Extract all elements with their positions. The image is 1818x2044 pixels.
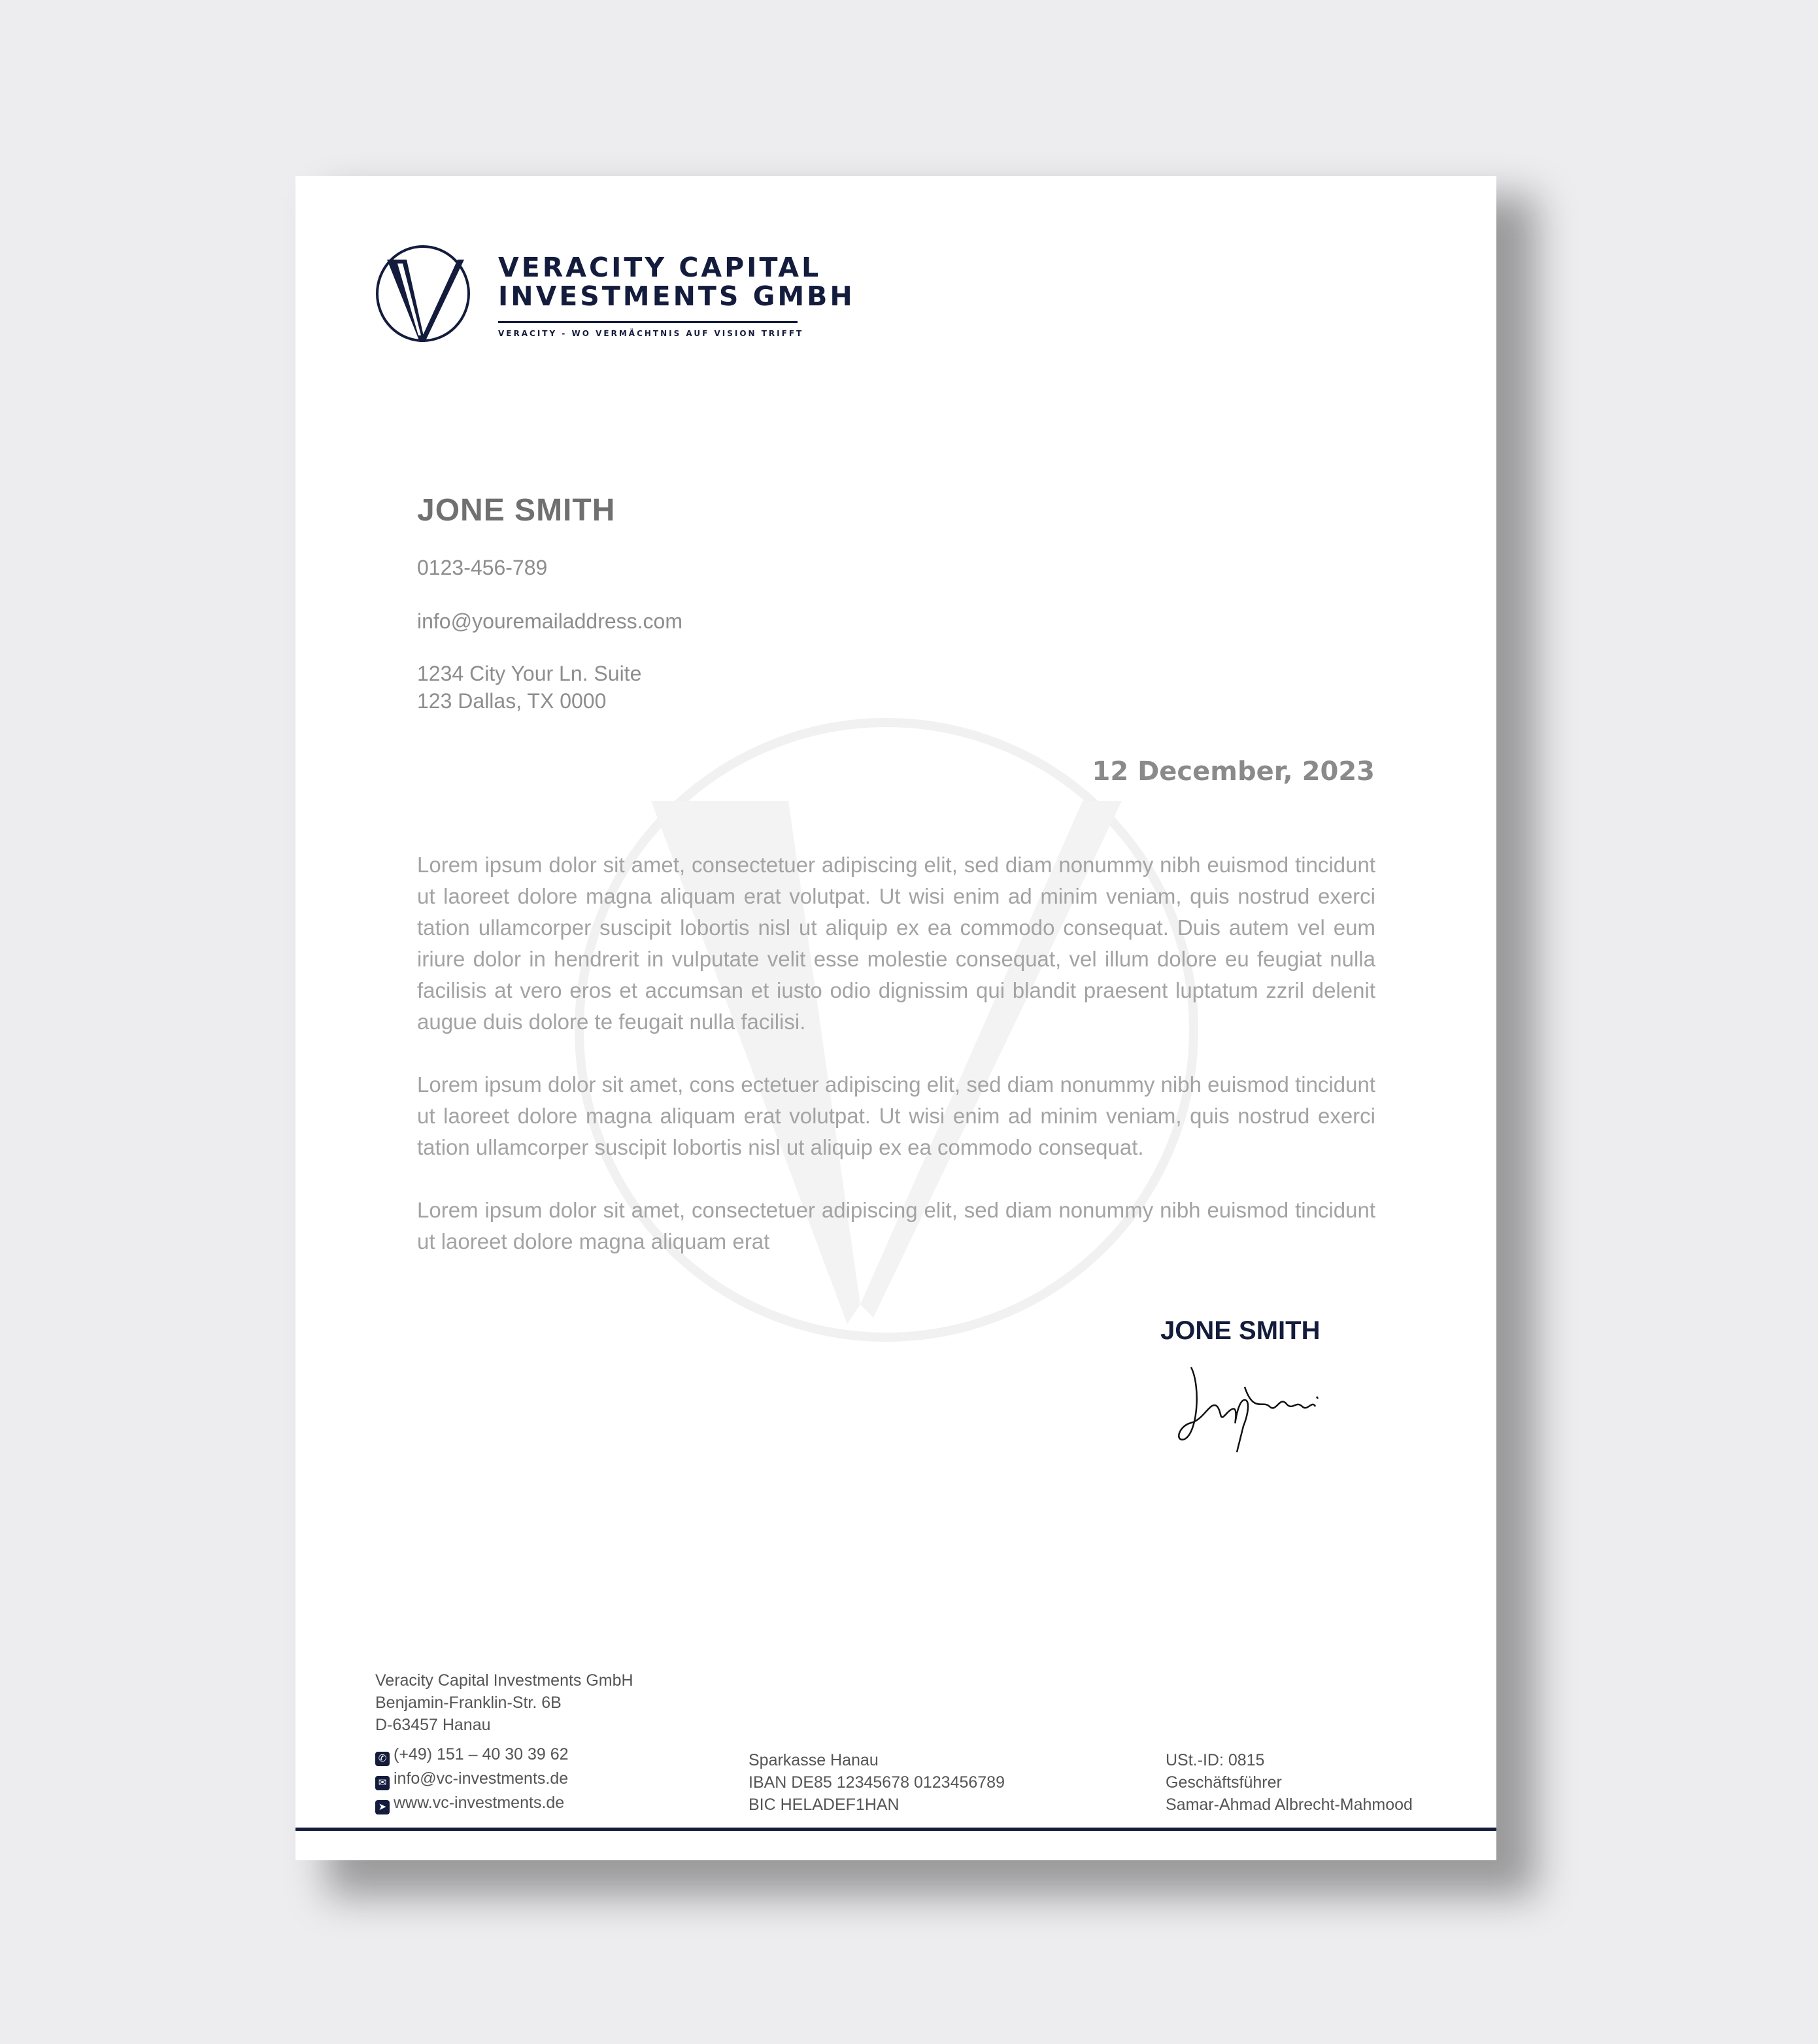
sender-address [417,660,641,715]
company-name [498,253,855,311]
footer-iban: IBAN DE85 12345678 0123456789 [749,1773,1005,1792]
letterhead-page [295,176,1496,1860]
letter-date: 12 December, 2023 [1092,757,1375,787]
footer-director: Samar-Ahmad Albrecht-Mahmood [1166,1796,1413,1814]
phone-icon: ✆ [375,1752,390,1766]
logo-v-circle-icon [374,244,472,349]
address-line1: 1234 City Your Ln. Suite [417,662,642,685]
mail-icon: ✉ [375,1776,390,1790]
body-paragraph: Lorem ipsum dolor sit amet, consectetuer adipiscing elit, sed diam nonummy nibh euismod tincidunt ut laoreet dolore magna aliquam erat volutpat. Ut wisi enim ad minim veniam, quis nostrud exerci tation ullamcorper suscipit lobortis nisl ut aliquip ex ea commodo consequat. Duis autem vel eum iriure dolor in hendrerit in vulputate velit esse molestie consequat, vel illum dolore eu feugiat nulla facilisis at vero eros et accumsan et iusto odio dignissim qui blandit praesent luptatum zzril delenit augue duis dolore te feugait nulla facilisi. [417,853,1375,1034]
footer-vat-id: USt.-ID: 0815 [1166,1751,1265,1769]
tagline: VERACITY - WO VERMÄCHTNIS AUF VISION TRIFFT [498,329,804,338]
footer-phone: (+49) 151 – 40 30 39 62 [394,1745,569,1763]
footer-bank [749,1749,1005,1816]
sender-email: info@youremailaddress.com [417,609,682,633]
footer-city: D-63457 Hanau [375,1716,491,1734]
signatory-name: JONE SMITH [1160,1316,1321,1345]
handwritten-signature [1171,1361,1328,1459]
sender-phone: 0123-456-789 [417,556,548,579]
body-paragraph: Lorem ipsum dolor sit amet, consectetuer adipiscing elit, sed diam nonummy nibh euismod tincidunt ut laoreet dolore magna aliquam erat [417,1198,1375,1253]
footer-bic: BIC HELADEF1HAN [749,1796,900,1814]
company-name-line2: INVESTMENTS GMBH [498,281,855,312]
body-paragraph: Lorem ipsum dolor sit amet, cons ectetuer adipiscing elit, sed diam nonummy nibh euismod tincidunt ut laoreet dolore magna aliquam erat volutpat. Ut wisi enim ad minim veniam, quis nostrud exerci tation ullamcorper suscipit lobortis nisl ut aliquip ex ea commodo consequat. [417,1072,1375,1159]
footer-legal [1166,1749,1413,1816]
footer-director-label: Geschäftsführer [1166,1773,1282,1792]
footer-divider [295,1828,1496,1831]
footer-address [375,1669,633,1736]
footer-street: Benjamin-Franklin-Str. 6B [375,1694,562,1712]
footer-email[interactable]: info@vc-investments.de [394,1769,569,1788]
logo-divider [498,321,798,323]
footer-website[interactable]: www.vc-investments.de [394,1794,565,1812]
cursor-icon: ➤ [375,1800,390,1814]
footer-contacts [375,1743,569,1815]
company-name-line1: VERACITY CAPITAL [498,252,822,283]
footer-bank-name: Sparkasse Hanau [749,1751,879,1769]
address-line2: 123 Dallas, TX 0000 [417,689,607,713]
footer-company: Veracity Capital Investments GmbH [375,1671,633,1690]
sender-name: JONE SMITH [417,493,616,528]
